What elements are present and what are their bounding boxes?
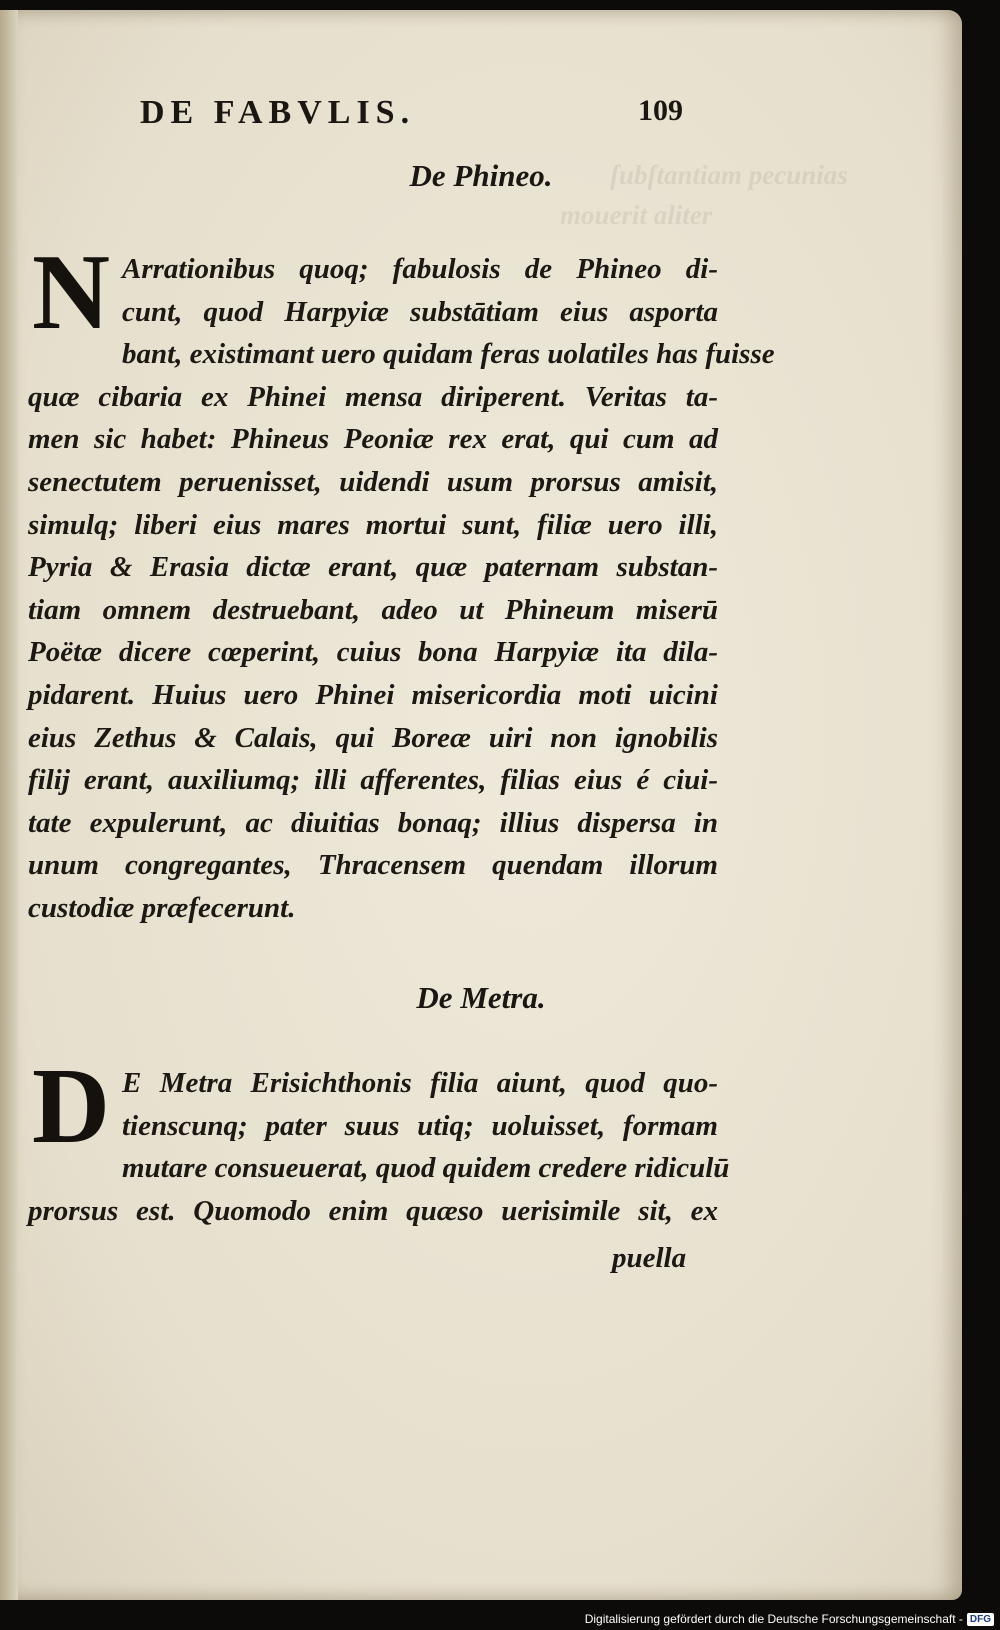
credit-text: Digitalisierung gefördert durch die Deutsche Forschungsgemeinschaft - <box>584 1612 963 1626</box>
text-line: simulq; liberi eius mares mortui sunt, filiæ uero illi, <box>28 508 718 541</box>
text-line: Pyria & Erasia dictæ erant, quæ paternam substan- <box>28 551 718 584</box>
text-line: pidarent. Huius uero Phinei misericordia moti uicini <box>28 678 718 711</box>
dfg-logo: DFG <box>967 1613 994 1626</box>
text-line: Arrationibus quoq; fabulosis de Phineo di- <box>122 253 718 285</box>
bleed-through-text: ſubſtantiam pecunias <box>610 160 848 190</box>
text-line: men sic habet: Phineus Peoniæ rex erat, qui cum ad <box>28 423 718 456</box>
text-line: unum congregantes, Thracensem quendam illorum <box>28 849 718 882</box>
bleed-through-text <box>80 940 87 971</box>
bleed-through-text: mouerit aliter <box>560 200 713 230</box>
text-line: bant, existimant uero quidam feras uolatiles has fuisse <box>122 338 775 371</box>
section-metra-text <box>28 1047 730 1232</box>
text-line: prorsus est. Quomodo enim quæso uerisimile sit, ex <box>28 1194 718 1227</box>
text-line: cunt, quod Harpyiæ substātiam eius asporta <box>122 295 718 328</box>
catchword: puella <box>612 1242 687 1274</box>
drop-cap-initial: D <box>32 1047 110 1166</box>
text-line: tiam omnem destruebant, adeo ut Phineum miserū <box>28 593 718 626</box>
text-line: mutare consueuerat, quod quidem credere ridiculū <box>122 1152 730 1185</box>
section-title-phineo: De Phineo. <box>409 158 553 193</box>
book-page <box>0 10 962 1600</box>
text-line: Poëtæ dicere cœperint, cuius bona Harpyiæ ita dila- <box>28 636 718 669</box>
text-line: eius Zethus & Calais, qui Boreæ uiri non ignobilis <box>28 721 718 754</box>
running-head <box>140 94 720 134</box>
text-line: custodiæ præfecerunt. <box>28 891 296 924</box>
text-line: E Metra Erisichthonis filia aiunt, quod quo- <box>122 1067 718 1099</box>
text-line: tienscunq; pater suus utiq; uoluisset, formam <box>122 1109 718 1142</box>
running-head-title: DE FABVLIS. <box>140 94 416 131</box>
drop-cap-initial: N <box>32 233 110 352</box>
text-line: quæ cibaria ex Phinei mensa diriperent. Veritas ta- <box>28 380 718 413</box>
page-number: 109 <box>638 94 683 127</box>
text-line: filij erant, auxiliumq; illi afferentes, filias eius é ciui- <box>28 764 718 797</box>
text-line: tate expulerunt, ac diuitias bonaq; illius dispersa in <box>28 806 718 839</box>
section-title-metra: De Metra. <box>416 980 546 1015</box>
page-binding-shadow <box>0 10 18 1600</box>
text-line: senectutem peruenisset, uidendi usum prorsus amisit, <box>28 465 718 498</box>
digitization-credit <box>585 1612 994 1626</box>
section-phineo-text <box>28 233 775 930</box>
